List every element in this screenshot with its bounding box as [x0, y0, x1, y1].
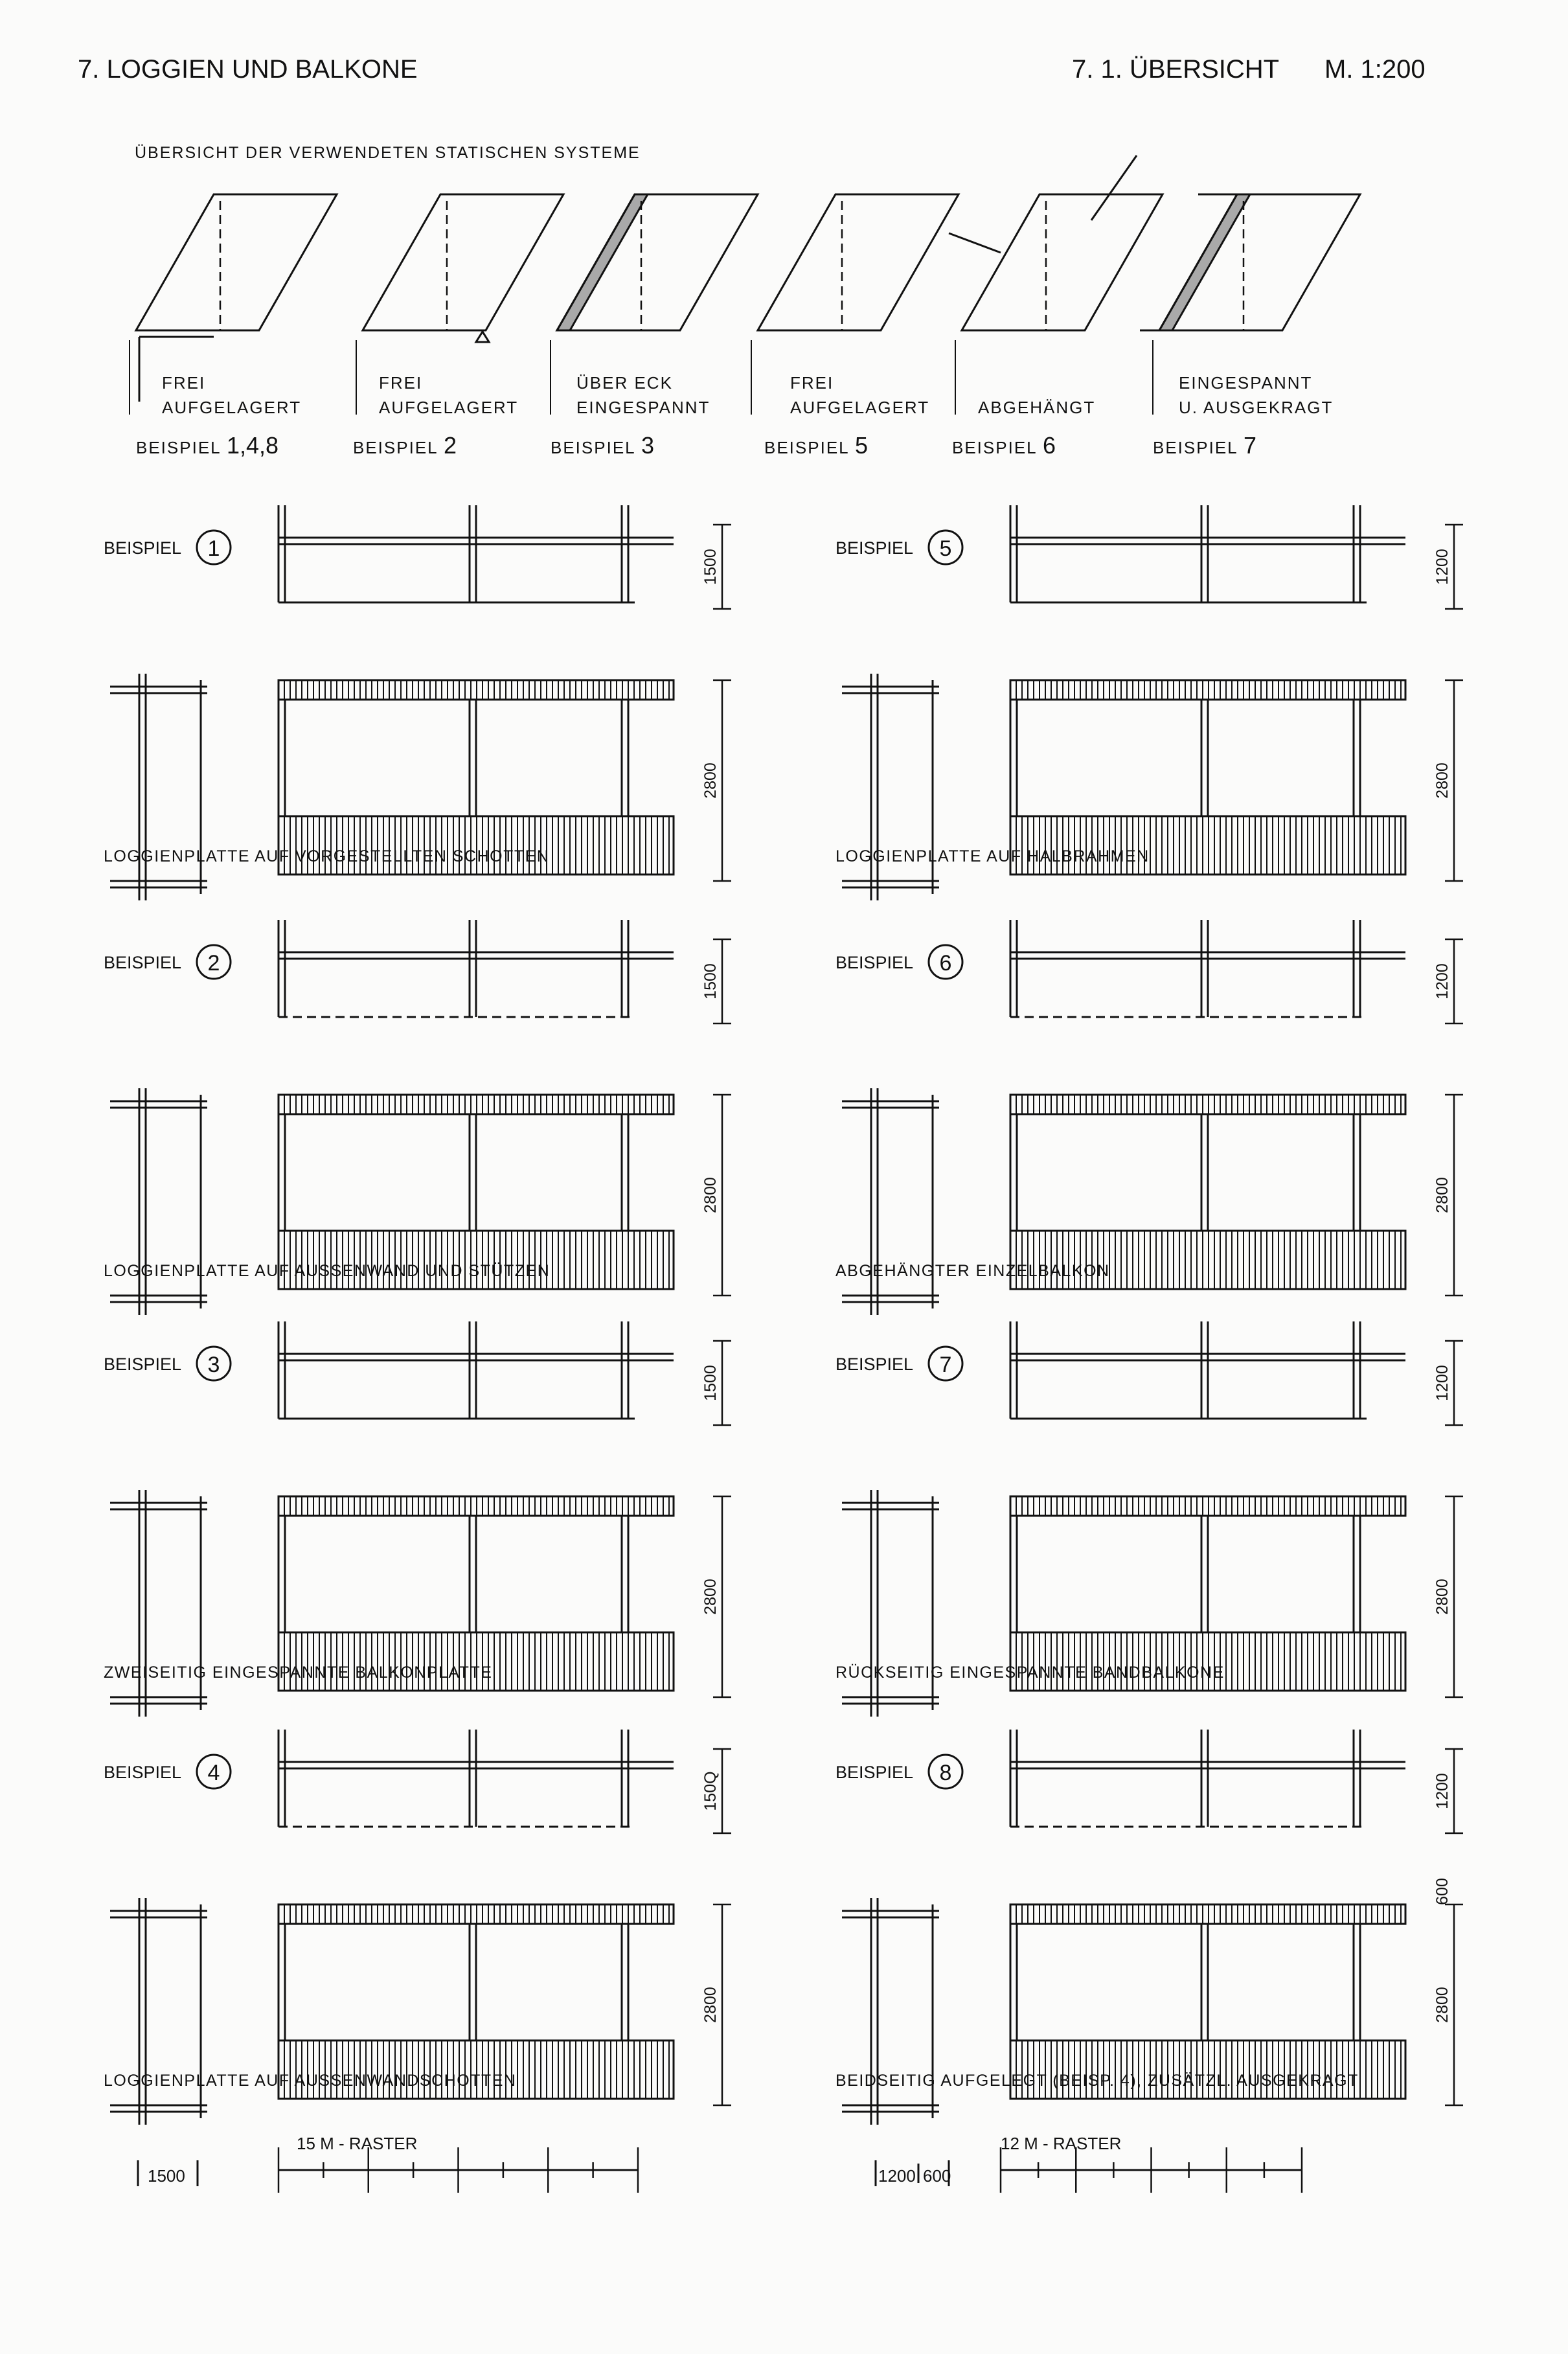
system-beispiel: BEISPIEL	[952, 438, 1038, 457]
system-line1: FREI	[379, 373, 423, 393]
system-line1: FREI	[790, 373, 834, 393]
system-label-6	[1153, 373, 1333, 459]
elevation-dimension: 2800	[1433, 762, 1451, 799]
plan-dimension: 1200	[1433, 1773, 1451, 1809]
example-7	[835, 1321, 1463, 1717]
scale-left-dim: 1500	[148, 2166, 185, 2186]
scale-left-title: 15 M - RASTER	[297, 2134, 418, 2153]
plan-dimension: 1200	[1433, 1365, 1451, 1401]
example-4	[104, 1730, 731, 2125]
system-line1: EINGESPANNT	[1179, 373, 1313, 393]
system-line2: EINGESPANNT	[576, 398, 710, 417]
system-beispiel: BEISPIEL	[1153, 438, 1238, 457]
overview-diagrams	[130, 155, 1360, 415]
example-5	[835, 505, 1463, 900]
system-beispiel-number: 6	[1043, 432, 1056, 459]
static-system-4	[751, 194, 959, 415]
system-line2: U. AUSGEKRAGT	[1179, 398, 1334, 417]
example-number: 5	[939, 536, 952, 561]
example-1	[104, 505, 731, 900]
plan-dimension: 1200	[1433, 963, 1451, 1000]
system-line2: AUFGELAGERT	[379, 398, 519, 417]
system-beispiel: BEISPIEL	[136, 438, 222, 457]
header-scale: M. 1:200	[1324, 55, 1426, 84]
example-number: 6	[939, 951, 952, 976]
system-label-5	[952, 398, 1095, 459]
system-beispiel: BEISPIEL	[764, 438, 850, 457]
examples	[104, 505, 1463, 2125]
system-beispiel-number: 5	[855, 432, 869, 459]
plan-dimension: 1200	[1433, 549, 1451, 585]
elevation-dimension: 2800	[1433, 1579, 1451, 1615]
system-label-4	[764, 373, 929, 459]
elevation-dimension: 2800	[701, 1579, 720, 1615]
example-6	[835, 920, 1463, 1315]
header-title: 7. LOGGIEN UND BALKONE	[78, 55, 418, 84]
elevation-dimension: 2800	[701, 762, 720, 799]
system-label-1	[136, 373, 301, 459]
plan-dimension: 150Q	[701, 1771, 720, 1811]
scale-left	[138, 2134, 638, 2193]
example-number: 1	[207, 536, 220, 561]
example-label: BEISPIEL	[835, 953, 914, 972]
example-number: 2	[207, 951, 220, 976]
example-number: 4	[207, 1761, 220, 1785]
system-line1: ÜBER ECK	[576, 373, 673, 393]
system-beispiel-number: 1,4,8	[227, 432, 279, 459]
example-label: BEISPIEL	[104, 1763, 182, 1782]
scale-right-title: 12 M - RASTER	[1001, 2134, 1122, 2153]
example-caption: LOGGIENPLATTE AUF AUSSENWANDSCHOTTEN	[104, 2072, 517, 2090]
elevation-dimension: 2800	[1433, 1177, 1451, 1213]
example-number: 7	[939, 1353, 952, 1377]
system-beispiel: BEISPIEL	[551, 438, 636, 457]
example-3	[104, 1321, 731, 1717]
overview-title: ÜBERSICHT DER VERWENDETEN STATISCHEN SYSTEME	[135, 144, 641, 162]
plan-dimension: 1500	[701, 549, 720, 585]
example-caption: LOGGIENPLATTE AUF HALBRAHMEN	[835, 847, 1150, 865]
example-label: BEISPIEL	[835, 1763, 914, 1782]
system-label-3	[551, 373, 710, 459]
system-line2: AUFGELAGERT	[162, 398, 302, 417]
system-line2: AUFGELAGERT	[790, 398, 930, 417]
plan-dimension-2: 600	[1433, 1878, 1451, 1905]
example-caption: BEIDSEITIG AUFGELEGT (BEISP. 4), ZUSÄTZL. AUSGEKRAGT	[835, 2072, 1359, 2090]
plan-dimension: 1500	[701, 1365, 720, 1401]
system-beispiel: BEISPIEL	[353, 438, 438, 457]
scale-right-dim-a: 1200	[878, 2166, 916, 2186]
scale-right-dim-b: 600	[923, 2166, 951, 2186]
example-label: BEISPIEL	[104, 953, 182, 972]
static-system-1	[130, 194, 337, 415]
header-section: 7. 1. ÜBERSICHT	[1072, 55, 1280, 84]
example-caption: LOGGIENPLATTE AUF VORGESTELLTEN SCHOTTEN	[104, 847, 550, 865]
example-caption: RÜCKSEITIG EINGESPANNTE BANDBALKONE	[835, 1663, 1225, 1682]
elevation-dimension: 2800	[701, 1177, 720, 1213]
elevation-dimension: 2800	[701, 1987, 720, 2023]
static-system-5	[949, 155, 1163, 415]
example-number: 3	[207, 1353, 220, 1377]
example-caption: LOGGIENPLATTE AUF AUSSENWAND UND STÜTZEN	[104, 1262, 551, 1280]
system-beispiel-number: 7	[1244, 432, 1257, 459]
example-number: 8	[939, 1761, 952, 1785]
system-beispiel-number: 2	[444, 432, 457, 459]
example-label: BEISPIEL	[104, 1354, 182, 1374]
example-label: BEISPIEL	[835, 1354, 914, 1374]
system-beispiel-number: 3	[641, 432, 655, 459]
overview-labels	[136, 373, 1333, 459]
system-line1: FREI	[162, 373, 206, 393]
example-2	[104, 920, 731, 1315]
system-label-2	[353, 373, 518, 459]
elevation-dimension: 2800	[1433, 1987, 1451, 2023]
scale-right	[876, 2134, 1302, 2193]
example-label: BEISPIEL	[835, 538, 914, 558]
example-caption: ZWEISEITIG EINGESPANNTE BALKONPLATTE	[104, 1663, 493, 1682]
plan-dimension: 1500	[701, 963, 720, 1000]
example-caption: ABGEHÄNGTER EINZELBALKON	[835, 1262, 1110, 1280]
example-8	[835, 1730, 1463, 2125]
system-line2: ABGEHÄNGT	[978, 398, 1096, 417]
example-label: BEISPIEL	[104, 538, 182, 558]
